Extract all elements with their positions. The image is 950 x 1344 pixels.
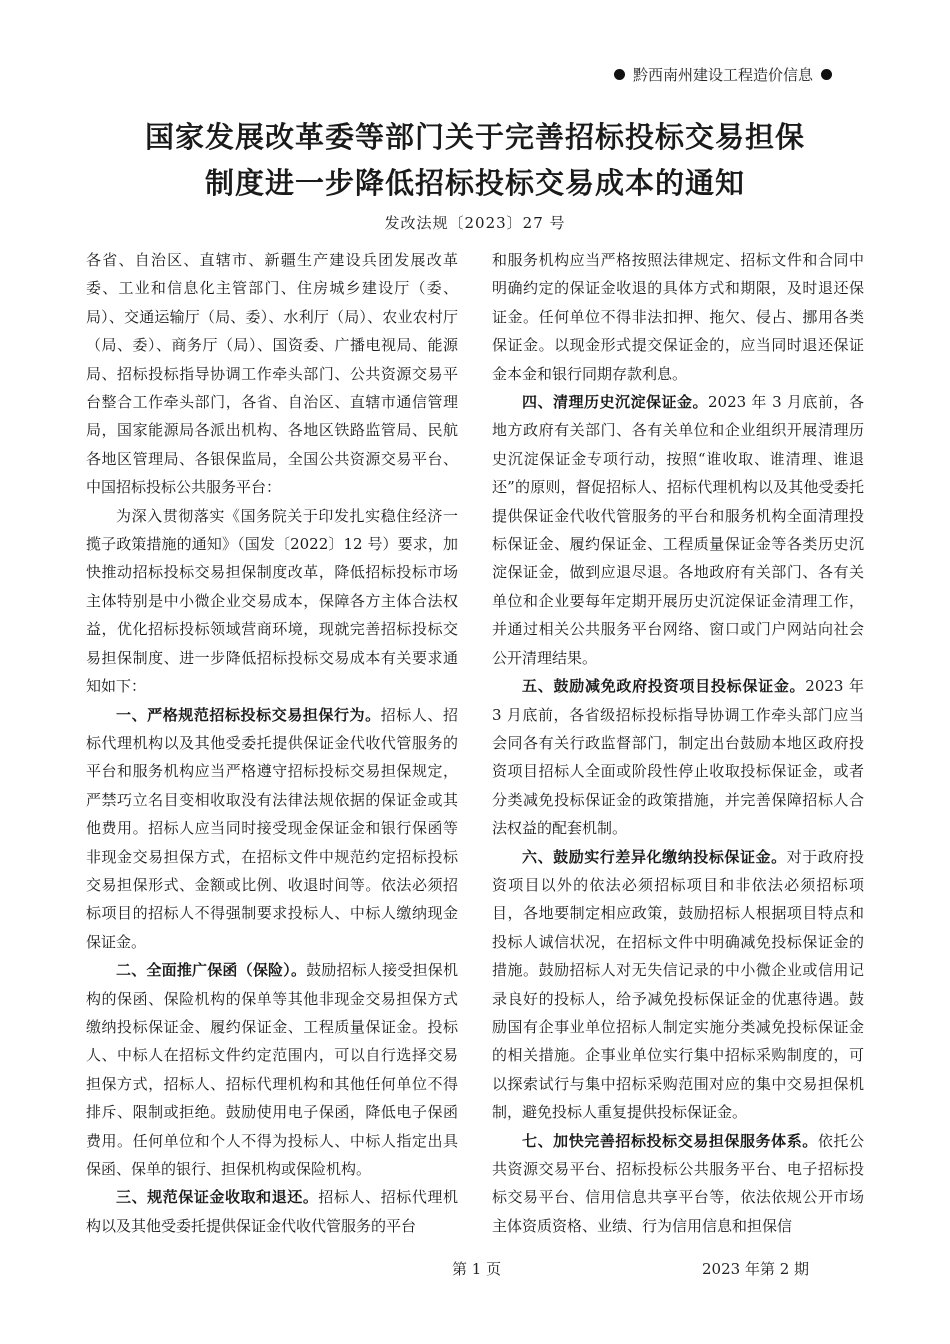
page-title <box>0 114 950 206</box>
section-5-heading: 五、鼓励减免政府投资项目投标保证金。 <box>522 677 806 696</box>
section-1-paragraph <box>86 701 458 957</box>
section-3-body: 招标人、招标代理机构以及其他受委托提供保证金代收代管服务的平台 <box>86 1188 458 1235</box>
section-4-paragraph <box>492 388 864 672</box>
section-3-continued: 和服务机构应当严格按照法律规定、招标文件和合同中明确约定的保证金收退的具体方式和期限，及时退还保证金。任何单位不得非法扣押、拖欠、侵占、挪用各类保证金。以现金形式提交保证金的，应当同时退还保证金本金和银行同期存款利息。 <box>492 251 864 383</box>
section-6-body: 对于政府投资项目以外的依法必须招标项目和非依法必须招标项目，各地要制定相应政策，鼓励招标人根据项目特点和投标人诚信状况，在招标文件中明确减免投标保证金的措施。鼓励招标人对无失信记录的中小微企业或信用记录良好的投标人，给予减免投标保证金的优惠待遇。鼓励国有企事业单位招标人制定实施分类减免投标保证金的相关措施。企事业单位实行集中招标采购制度的，可以探索试行与集中招标采购范围对应的集中交易担保机制，避免投标人重复提供投标保证金。 <box>492 847 864 1122</box>
intro-paragraph: 为深入贯彻落实《国务院关于印发扎实稳住经济一揽子政策措施的通知》（国发〔2022〕12 号）要求，加快推动招标投标交易担保制度改革，降低招标投标市场主体特别是中小微企业交易成本，保障各方主体合法权益，优化招标投标领域营商环境，现就完善招标投标交易担保制度、进一步降低招标投标交易成本有关要求通知如下： <box>86 506 458 696</box>
issue-number: 2023 年第 2 期 <box>702 1260 810 1278</box>
left-column <box>86 246 458 1240</box>
document-number: 发改法规〔2023〕27 号 <box>384 214 566 232</box>
addressee-paragraph: 各省、自治区、直辖市、新疆生产建设兵团发展改革委、工业和信息化主管部门、住房城乡建设厅（委、局）、交通运输厅（局、委）、水利厅（局）、农业农村厅（局、委）、商务厅（局）、国资委、广播电视局、能源局、招标投标指导协调工作牵头部门、公共资源交易平台整合工作牵头部门，各省、自治区、直辖市通信管理局，国家能源局各派出机构、各地区铁路监管局、民航各地区管理局、各银保监局，全国公共资源交易平台、中国招标投标公共服务平台： <box>86 251 458 497</box>
section-2-heading: 二、全面推广保函（保险）。 <box>116 961 307 980</box>
section-3-paragraph <box>86 1183 458 1240</box>
title-line-2: 制度进一步降低招标投标交易成本的通知 <box>204 166 745 200</box>
section-7-paragraph <box>492 1127 864 1241</box>
section-3-heading: 三、规范保证金收取和退还。 <box>116 1188 319 1207</box>
section-7-heading: 七、加快完善招标投标交易担保服务体系。 <box>522 1131 818 1150</box>
section-7-body: 依托公共资源交易平台、招标投标公共服务平台、电子招标投标交易平台、信用信息共享平台等，依法依规公开市场主体资质资格、业绩、行为信用信息和担保信 <box>492 1131 864 1235</box>
section-2-paragraph <box>86 956 458 1183</box>
section-2-body: 鼓励招标人接受担保机构的保函、保险机构的保单等其他非现金交易担保方式缴纳投标保证金、履约保证金、工程质量保证金。投标人、中标人在招标文件约定范围内，可以自行选择交易担保方式，招标人、招标代理机构和其他任何单位不得排斥、限制或拒绝。鼓励使用电子保函，降低电子保函费用。任何单位和个人不得为投标人、中标人指定出具保函、保单的银行、担保机构或保险机构。 <box>86 961 458 1178</box>
title-line-1: 国家发展改革委等部门关于完善招标投标交易担保 <box>144 120 805 154</box>
section-1-heading: 一、严格规范招标投标交易担保行为。 <box>116 705 381 724</box>
right-column <box>492 246 864 1240</box>
running-header <box>614 64 832 85</box>
header-text: 黔西南州建设工程造价信息 <box>632 66 813 84</box>
section-4-heading: 四、清理历史沉淀保证金。 <box>522 393 708 412</box>
section-5-body: 2023 年 3 月底前，各省级招标投标指导协调工作牵头部门应当会同各有关行政监督部门，制定出台鼓励本地区政府投资项目招标人全面或阶段性停止收取投标保证金，或者分类减免投标保证金的政策措施，并完善保障招标人合法权益的配套机制。 <box>492 677 864 838</box>
section-5-paragraph <box>492 672 864 842</box>
section-6-paragraph <box>492 843 864 1127</box>
bullet-dot-icon <box>821 69 832 80</box>
page-number: 第 1 页 <box>452 1260 502 1278</box>
section-4-body: 2023 年 3 月底前，各地方政府有关部门、各有关单位和企业组织开展清理历史沉淀保证金专项行动，按照“谁收取、谁清理、谁退还”的原则，督促招标人、招标代理机构以及其他受委托提供保证金代收代管服务的平台和服务机构全面清理投标保证金、履约保证金、工程质量保证金等各类历史沉淀保证金，做到应退尽退。各地政府有关部门、各有关单位和企业要每年定期开展历史沉淀保证金清理工作，并通过相关公共服务平台网络、窗口或门户网站向社会公开清理结果。 <box>492 393 864 667</box>
bullet-dot-icon <box>614 69 625 80</box>
section-6-heading: 六、鼓励实行差异化缴纳投标保证金。 <box>522 847 787 866</box>
section-1-body: 招标人、招标代理机构以及其他受委托提供保证金代收代管服务的平台和服务机构应当严格遵守招标投标交易担保规定，严禁巧立名目变相收取没有法律法规依据的保证金或其他费用。招标人应当同时接受现金保证金和银行保函等非现金交易担保方式，在招标文件中规范约定招标投标交易担保形式、金额或比例、收退时间等。依法必须招标项目的招标人不得强制要求投标人、中标人缴纳现金保证金。 <box>86 705 458 951</box>
